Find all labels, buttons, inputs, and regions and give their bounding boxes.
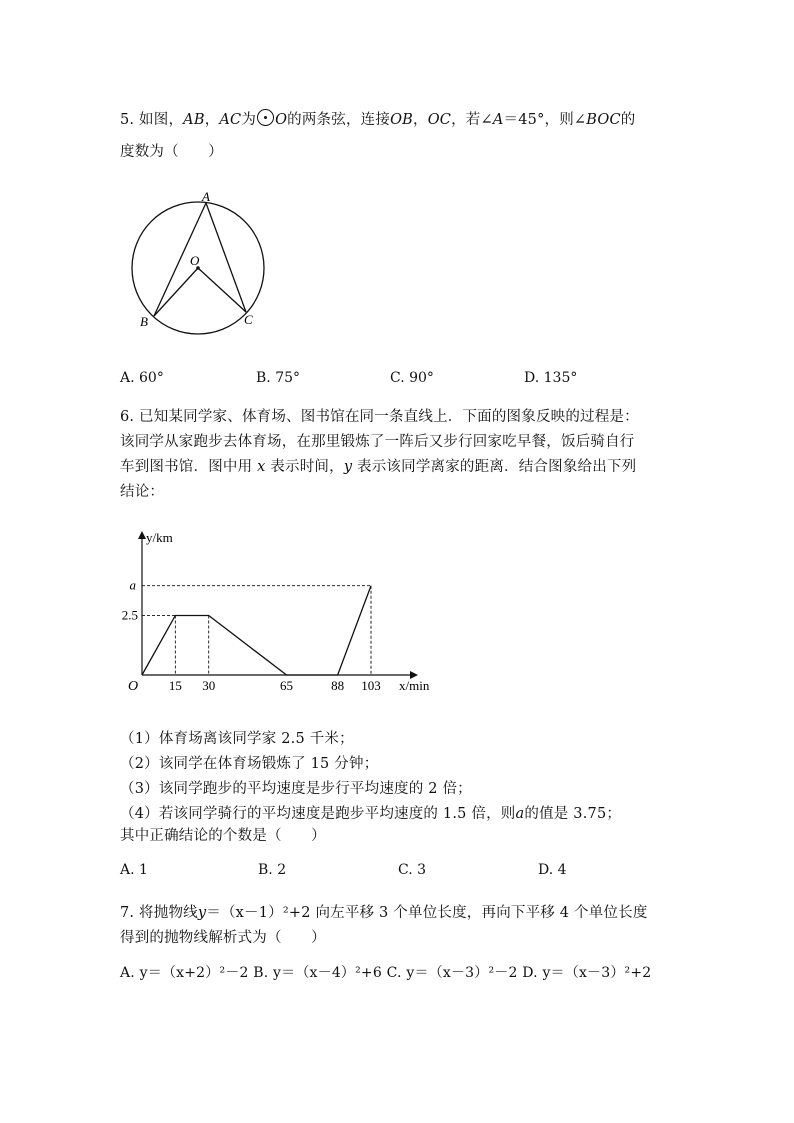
circle-symbol (257, 109, 274, 126)
x-tick-label: 15 (168, 678, 182, 693)
x-tick-label: 30 (202, 678, 216, 693)
q6-statement-2: （2）该同学在体育场锻炼了 15 分钟； (120, 756, 379, 772)
q5-option-b: B. 75° (256, 370, 301, 386)
chord-ab: AB (183, 112, 205, 128)
angle-boc: BOC (586, 112, 621, 128)
segment-oc: OC (427, 112, 452, 128)
q6-option-b: B. 2 (258, 862, 287, 878)
q6-statement-1: （1）体育场离该同学家 2.5 千米； (120, 731, 354, 747)
q7-stem-line2: 得到的抛物线解析式为（ ） (120, 930, 326, 946)
circle-o: O (275, 112, 288, 128)
x-tick-label: 103 (361, 678, 381, 693)
x-axis-label: x/min (399, 678, 430, 693)
q6-conclusion: 其中正确结论的个数是（ ） (120, 828, 326, 844)
q6-stem-line1: 6. 已知某同学家、体育场、图书馆在同一条直线上．下面的图象反映的过程是： (120, 409, 639, 425)
q6-option-c: C. 3 (398, 862, 427, 878)
q6-stem-line2: 该同学从家跑步去体育场，在那里锻炼了一阵后又步行回家吃早餐，饭后骑自行 (120, 434, 635, 450)
q5-option-a: A. 60° (120, 370, 164, 386)
q6-statement-4: （4）若该同学骑行的平均速度是跑步平均速度的 1.5 倍，则a的值是 3.75； (120, 806, 622, 822)
segment-oc-line (198, 268, 246, 312)
y-tick-label: 2.5 (121, 607, 138, 623)
q5-option-c: C. 90° (390, 370, 434, 386)
q5-stem-line2: 度数为（ ） (120, 144, 223, 160)
chord-ac-line (206, 203, 246, 312)
q6-stem-line4: 结论： (120, 484, 165, 500)
q5-stem-line1: 5. 如图，AB，AC为 O的两条弦，连接OB，OC，若∠A＝45°，则∠BOC的 (120, 108, 636, 129)
origin-label: O (128, 679, 139, 694)
q5-number: 5. 如图， (120, 112, 184, 128)
q6-stem-line3: 车到图书馆．图中用 x 表示时间，y 表示该同学离家的距离．结合图象给出下列 (120, 459, 637, 475)
label-c: C (244, 312, 253, 327)
circle-figure (120, 186, 300, 336)
segment-ob: OB (390, 112, 414, 128)
distance-time-graph (110, 525, 440, 695)
q7-options: A. y＝（x+2）²－2 B. y＝（x－4）²+6 C. y＝（x－3）²－2 D. y＝（x－3）²+2 (120, 965, 652, 981)
y-axis-arrow (138, 531, 146, 539)
x-tick-label: 88 (331, 678, 345, 693)
series-line (142, 586, 371, 675)
q6-statement-3: （3）该同学跑步的平均速度是步行平均速度的 2 倍； (120, 781, 472, 797)
label-a: A (202, 189, 210, 204)
chord-ac: AC (219, 112, 242, 128)
label-o: O (190, 253, 200, 268)
q7-stem-line1: 7. 将抛物线y＝（x－1）²+2 向左平移 3 个单位长度，再向下平移 4 个单位长度 (120, 905, 648, 921)
q6-option-d: D. 4 (538, 862, 567, 878)
y-tick-label: a (129, 577, 136, 593)
label-b: B (140, 314, 148, 329)
x-tick-label: 65 (280, 678, 294, 693)
segment-ob-line (154, 268, 198, 316)
q5-option-d: D. 135° (524, 370, 578, 386)
y-axis-label: y/km (146, 530, 173, 545)
q6-option-a: A. 1 (120, 862, 148, 878)
